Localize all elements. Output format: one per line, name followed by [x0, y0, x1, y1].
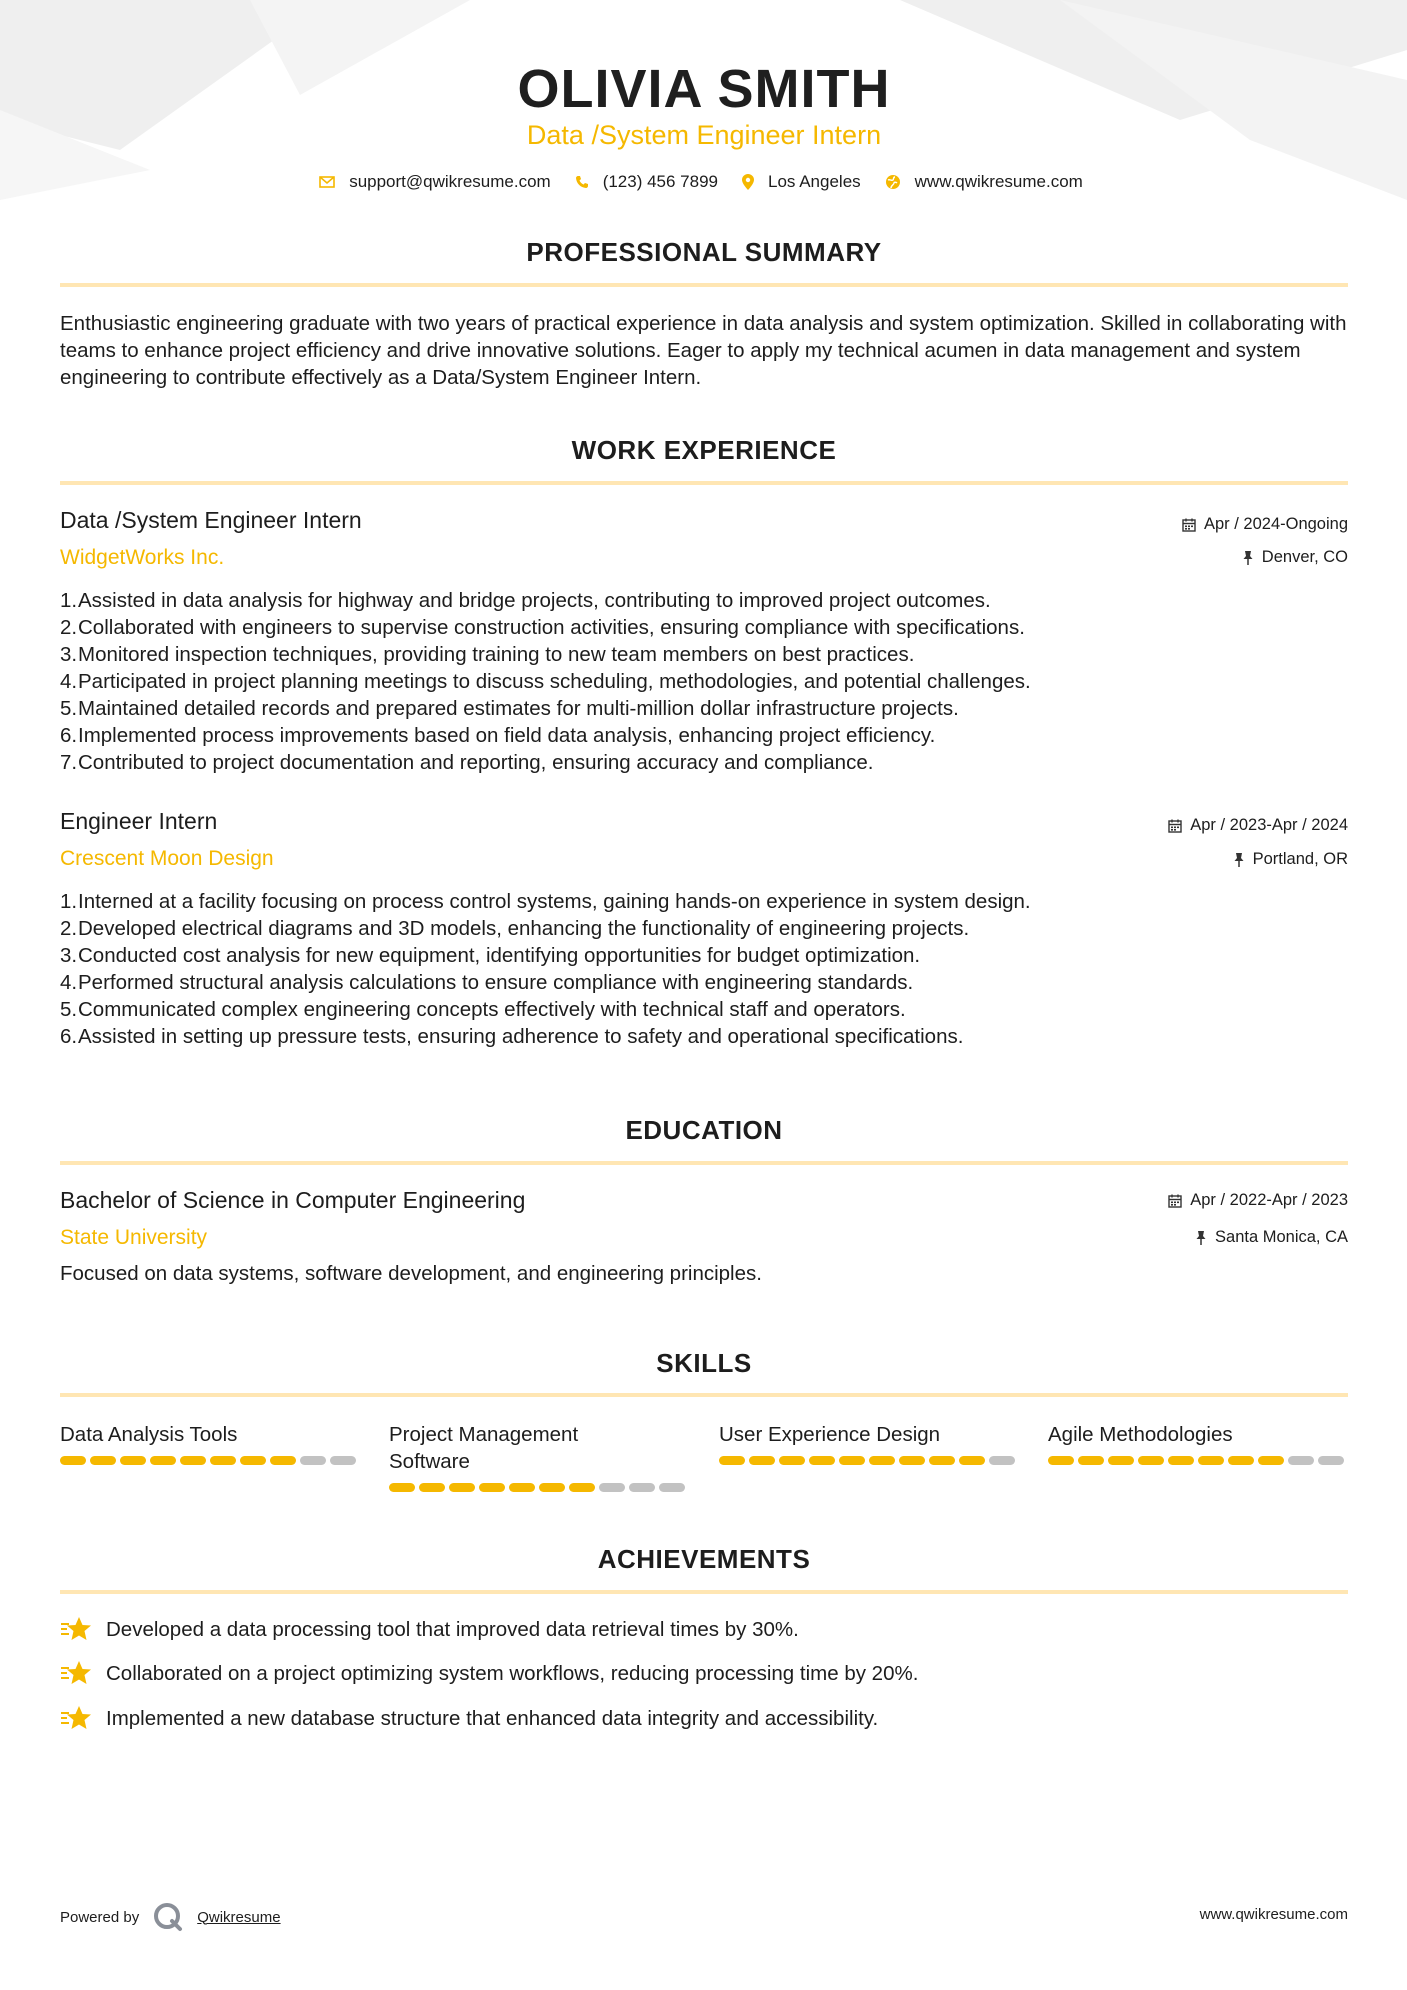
job-dates [1168, 816, 1348, 835]
candidate-role: Data /System Engineer Intern [526, 120, 882, 150]
skill-segment-filled [1228, 1456, 1254, 1465]
skill-segment-filled [1078, 1456, 1104, 1465]
job-title: Data /System Engineer Intern [60, 507, 362, 533]
list-item: 2. Developed electrical diagrams and 3D models, enhancing the functionality of engineering projects. [60, 917, 970, 940]
skill-segment-filled [509, 1483, 535, 1492]
list-item: 4. Participated in project planning meetings to discuss scheduling, methodologies, and potential challenges. [60, 670, 1031, 693]
company-name: Crescent Moon Design [60, 847, 274, 870]
education-dates-text: Apr / 2022-Apr / 2023 [1190, 1191, 1348, 1209]
school-name: State University [60, 1226, 208, 1249]
job-location-text: Denver, CO [1261, 548, 1348, 566]
skill-level-bar [60, 1456, 360, 1465]
contact-phone[interactable] [575, 172, 718, 192]
skill-segment-filled [959, 1456, 985, 1465]
education-dates [1168, 1191, 1348, 1210]
list-item: 5. Communicated complex engineering concepts effectively with technical staff and operators. [60, 998, 906, 1021]
map-pin-icon [742, 174, 754, 190]
star-icon [60, 1616, 92, 1644]
skill-segment-empty [300, 1456, 326, 1465]
list-item: 6. Implemented process improvements based on field data analysis, enhancing project efficiency. [60, 724, 936, 747]
job-location-text: Portland, OR [1252, 850, 1348, 868]
skill-segment-filled [1168, 1456, 1194, 1465]
summary-text: Enthusiastic engineering graduate with two years of practical experience in data analysis and system optimization. Skilled in collaborating with teams to enhance project efficiency and drive innovative solutions. Eager to apply my technical acumen in data management and system engineering to contribute effectively as a Data/System Engineer Intern. [60, 312, 1347, 389]
skill-segment-filled [719, 1456, 745, 1465]
skill-segment-filled [1108, 1456, 1134, 1465]
skill-item [1048, 1421, 1348, 1465]
list-item: 2. Collaborated with engineers to supervise construction activities, ensuring compliance with specifications. [60, 616, 1025, 639]
skill-segment-filled [270, 1456, 296, 1465]
pin-icon [1195, 1231, 1207, 1245]
skill-segment-filled [1138, 1456, 1164, 1465]
skill-segment-empty [599, 1483, 625, 1492]
achievement-item [60, 1705, 878, 1733]
skill-segment-filled [809, 1456, 835, 1465]
skill-segment-empty [989, 1456, 1015, 1465]
list-item: 7. Contributed to project documentation and reporting, ensuring accuracy and compliance. [60, 751, 874, 774]
skill-segment-filled [150, 1456, 176, 1465]
pin-icon [1242, 551, 1254, 565]
location-text: Los Angeles [768, 172, 861, 191]
skill-segment-filled [569, 1483, 595, 1492]
section-divider [60, 283, 1348, 287]
contact-bar [60, 172, 1348, 192]
job-location [1233, 850, 1348, 869]
skill-segment-filled [929, 1456, 955, 1465]
skill-segment-filled [539, 1483, 565, 1492]
skill-item [60, 1421, 360, 1465]
section-divider [60, 1161, 1348, 1165]
candidate-name: OLIVIA SMITH [517, 59, 891, 119]
skill-segment-empty [1288, 1456, 1314, 1465]
pin-icon [1233, 853, 1245, 867]
skills-heading: SKILLS [656, 1348, 752, 1378]
skill-segment-empty [629, 1483, 655, 1492]
skill-segment-filled [1258, 1456, 1284, 1465]
contact-email[interactable] [319, 172, 551, 192]
skill-name: User Experience Design [719, 1423, 941, 1446]
list-item: 1. Interned at a facility focusing on process control systems, gaining hands-on experience in system design. [60, 890, 1031, 913]
section-divider [60, 1590, 1348, 1594]
contact-website[interactable] [885, 172, 1083, 192]
achievement-text: Developed a data processing tool that improved data retrieval times by 30%. [106, 1618, 799, 1641]
qwikresume-logo-icon [153, 1902, 183, 1932]
job-title: Engineer Intern [60, 808, 218, 834]
job-dates [1182, 515, 1348, 534]
skill-segment-filled [180, 1456, 206, 1465]
skill-level-bar [719, 1456, 1019, 1465]
skill-segment-filled [419, 1483, 445, 1492]
summary-heading: PROFESSIONAL SUMMARY [526, 237, 882, 267]
brand-link[interactable]: Qwikresume [197, 1908, 281, 1926]
achievement-item [60, 1616, 799, 1644]
achievement-text: Collaborated on a project optimizing system workflows, reducing processing time by 20%. [106, 1662, 919, 1685]
job-dates-text: Apr / 2024-Ongoing [1203, 515, 1348, 533]
footer-website[interactable]: www.qwikresume.com [1199, 1906, 1348, 1923]
job-location [1242, 548, 1348, 567]
phone-icon [575, 175, 589, 189]
achievement-item [60, 1660, 918, 1688]
section-divider [60, 481, 1348, 485]
job-dates-text: Apr / 2023-Apr / 2024 [1190, 816, 1348, 834]
education-heading: EDUCATION [625, 1115, 783, 1145]
degree-title: Bachelor of Science in Computer Engineering [60, 1187, 526, 1213]
list-item: 4. Performed structural analysis calculations to ensure compliance with engineering standards. [60, 971, 914, 994]
education-location [1195, 1228, 1348, 1247]
skill-segment-filled [60, 1456, 86, 1465]
skill-segment-filled [899, 1456, 925, 1465]
skill-segment-filled [479, 1483, 505, 1492]
skill-segment-empty [659, 1483, 685, 1492]
education-description: Focused on data systems, software development, and engineering principles. [60, 1262, 762, 1285]
list-item: 3. Conducted cost analysis for new equipment, identifying opportunities for budget optimization. [60, 944, 921, 967]
calendar-icon [1182, 518, 1196, 532]
job-bullets [60, 888, 1348, 1050]
calendar-icon [1168, 819, 1182, 833]
skill-segment-empty [1318, 1456, 1344, 1465]
calendar-icon [1168, 1194, 1182, 1208]
email-icon [319, 176, 335, 188]
list-item: 1. Assisted in data analysis for highway and bridge projects, contributing to improved project outcomes. [60, 589, 991, 612]
achievement-text: Implemented a new database structure that enhanced data integrity and accessibility. [106, 1707, 879, 1730]
experience-heading: WORK EXPERIENCE [571, 435, 837, 465]
email-text: support@qwikresume.com [349, 172, 551, 191]
skill-segment-filled [240, 1456, 266, 1465]
skill-segment-filled [869, 1456, 895, 1465]
list-item: 6. Assisted in setting up pressure tests, ensuring adherence to safety and operational specifications. [60, 1025, 964, 1048]
skill-item [719, 1421, 1019, 1465]
powered-by-label: Powered by [60, 1908, 140, 1926]
skill-item [389, 1421, 689, 1492]
footer-powered-by [60, 1902, 281, 1932]
company-name: WidgetWorks Inc. [60, 546, 225, 569]
skill-segment-filled [90, 1456, 116, 1465]
website-text: www.qwikresume.com [914, 172, 1083, 191]
phone-text: (123) 456 7899 [602, 172, 719, 191]
achievements-heading: ACHIEVEMENTS [597, 1544, 811, 1574]
star-icon [60, 1660, 92, 1688]
skill-level-bar [1048, 1456, 1348, 1465]
skill-segment-filled [120, 1456, 146, 1465]
skill-segment-empty [330, 1456, 356, 1465]
skill-segment-filled [449, 1483, 475, 1492]
list-item: 5. Maintained detailed records and prepared estimates for multi-million dollar infrastructure projects. [60, 697, 959, 720]
skill-name: Project Management Software [389, 1423, 579, 1473]
globe-icon [885, 174, 901, 190]
skill-segment-filled [210, 1456, 236, 1465]
skill-segment-filled [389, 1483, 415, 1492]
section-divider [60, 1393, 1348, 1397]
star-icon [60, 1705, 92, 1733]
skill-segment-filled [839, 1456, 865, 1465]
list-item: 3. Monitored inspection techniques, providing training to new team members on best practices. [60, 643, 915, 666]
contact-location [742, 172, 861, 192]
job-bullets [60, 587, 1348, 776]
skill-level-bar [389, 1483, 689, 1492]
skill-segment-filled [749, 1456, 775, 1465]
skill-segment-filled [779, 1456, 805, 1465]
skill-segment-filled [1048, 1456, 1074, 1465]
skill-name: Data Analysis Tools [60, 1423, 238, 1446]
skill-segment-filled [1198, 1456, 1224, 1465]
education-location-text: Santa Monica, CA [1215, 1228, 1348, 1246]
skill-name: Agile Methodologies [1048, 1423, 1233, 1446]
